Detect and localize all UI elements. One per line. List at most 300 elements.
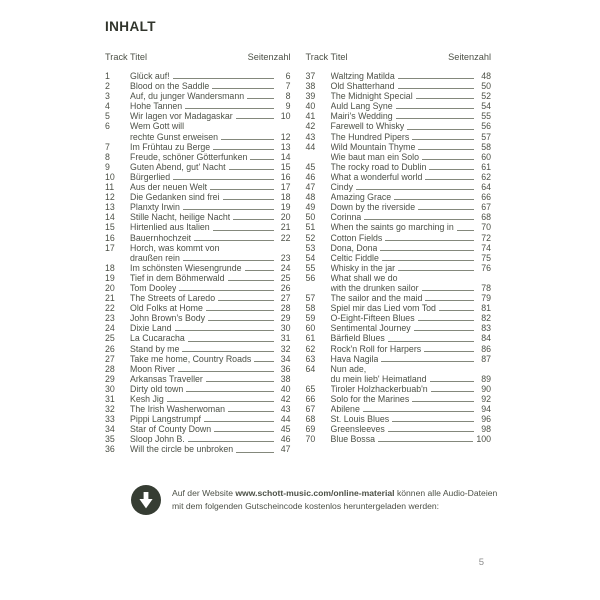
track-page: 75 (481, 252, 491, 263)
leader-line (457, 230, 474, 231)
track-row (105, 121, 291, 131)
track-row (306, 243, 492, 253)
track-title: draußen rein (130, 252, 180, 263)
leader-line (183, 209, 274, 210)
track-row (105, 354, 291, 364)
track-number: 7 (105, 141, 110, 152)
leader-line (188, 441, 274, 442)
track-title: Aus der neuen Welt (130, 182, 208, 193)
track-row (306, 374, 492, 384)
track-title: The rocky road to Dublin (330, 161, 427, 172)
track-row (306, 142, 492, 152)
track-title: Amazing Grace (330, 192, 392, 203)
track-number: 11 (105, 182, 115, 193)
track-page: 94 (481, 404, 491, 415)
track-number: 47 (305, 182, 316, 193)
track-number: 21 (105, 293, 115, 304)
track-title: Hirtenlied aus Italien (130, 222, 210, 233)
track-title: Sloop John B. (130, 434, 185, 445)
track-title: Dirty old town (130, 383, 184, 394)
track-row (105, 152, 291, 162)
track-number: 40 (305, 101, 316, 112)
track-number: 70 (305, 434, 316, 445)
track-number: 8 (105, 151, 110, 162)
track-row (306, 424, 492, 434)
track-number: 12 (105, 192, 115, 203)
track-row (306, 91, 492, 101)
track-row (105, 202, 291, 212)
track-row (105, 434, 291, 444)
track-page: 72 (481, 232, 491, 243)
track-number: 28 (105, 363, 115, 374)
track-number: 43 (305, 131, 316, 142)
track-title: with the drunken sailor (330, 282, 419, 293)
track-row (105, 384, 291, 394)
track-page: 86 (481, 343, 491, 354)
track-number: 18 (105, 262, 115, 273)
track-title: Guten Abend, gut' Nacht (130, 161, 226, 172)
track-row (306, 263, 492, 273)
download-note-line1 (172, 487, 497, 500)
track-title: Pippi Langstrumpf (130, 414, 201, 425)
track-page: 76 (481, 262, 491, 273)
track-number: 62 (305, 343, 316, 354)
track-row (306, 172, 492, 182)
leader-line (385, 240, 474, 241)
track-list (105, 71, 291, 455)
track-page: 46 (280, 434, 291, 445)
track-page: 96 (481, 414, 491, 425)
track-number: 20 (105, 282, 115, 293)
track-number: 42 (305, 121, 316, 132)
track-title: Will the circle be unbroken (130, 444, 234, 455)
track-title: When the saints go marching in (330, 222, 454, 233)
column-header (306, 52, 492, 62)
track-number: 46 (305, 171, 316, 182)
track-number: 3 (105, 91, 110, 102)
leader-line (364, 219, 474, 220)
track-page: 84 (481, 333, 491, 344)
track-title: John Brown's Body (130, 313, 206, 324)
track-title: What shall we do (330, 272, 398, 283)
track-number: 17 (105, 242, 115, 253)
track-title: Stand by me (130, 343, 180, 354)
track-row (306, 354, 492, 364)
track-number: 31 (105, 394, 115, 404)
track-page: 79 (481, 293, 491, 304)
track-number: 60 (305, 323, 316, 334)
track-row (306, 71, 492, 81)
track-number: 14 (105, 212, 115, 223)
track-number: 1 (105, 71, 110, 81)
track-page: 14 (280, 151, 291, 162)
track-title: Rock'n Roll for Harpers (330, 343, 422, 354)
track-page: 30 (280, 323, 291, 334)
track-number: 49 (305, 202, 316, 213)
leader-line (429, 169, 474, 170)
track-number: 22 (105, 303, 115, 314)
track-page: 42 (280, 394, 291, 404)
leader-line (247, 98, 273, 99)
leader-line (212, 88, 273, 89)
leader-line (208, 320, 273, 321)
leader-line (407, 129, 474, 130)
track-page: 81 (481, 303, 491, 314)
track-number: 58 (305, 303, 316, 314)
track-row (306, 273, 492, 283)
leader-line (229, 169, 274, 170)
track-number: 54 (305, 252, 316, 263)
leader-line (425, 179, 474, 180)
track-page: 61 (481, 161, 491, 172)
track-row (306, 222, 492, 232)
track-title: Kesh Jig (130, 394, 164, 404)
track-row (105, 243, 291, 253)
col-header-track: Track Titel (105, 52, 148, 62)
track-number: 64 (305, 363, 316, 374)
leader-line (412, 139, 474, 140)
leader-line (418, 209, 474, 210)
col-header-page: Seitenzahl (247, 52, 291, 62)
track-number: 2 (105, 81, 110, 92)
track-title: Freude, schöner Götterfunken (130, 151, 248, 162)
leader-line (414, 330, 474, 331)
track-page: 62 (481, 171, 491, 182)
track-page: 56 (481, 121, 491, 132)
track-number: 61 (305, 333, 316, 344)
track-number: 56 (305, 272, 316, 283)
track-number: 57 (305, 293, 316, 304)
leader-line (236, 118, 274, 119)
track-number: 13 (105, 202, 115, 213)
track-number: 23 (105, 313, 115, 324)
track-title: O-Eight-Fifteen Blues (330, 313, 415, 324)
track-title: La Cucaracha (130, 333, 185, 344)
track-title: The Streets of Laredo (130, 293, 216, 304)
track-row (105, 293, 291, 303)
track-page: 34 (280, 353, 291, 364)
track-page: 58 (481, 141, 491, 152)
track-title: Planxty Irwin (130, 202, 180, 213)
leader-line (392, 421, 474, 422)
track-title: Im schönsten Wiesengrunde (130, 262, 242, 273)
leader-line (425, 300, 474, 301)
leader-line (245, 270, 274, 271)
track-number: 38 (305, 81, 316, 92)
leader-line (194, 240, 273, 241)
track-number: 25 (105, 333, 115, 344)
track-title: du mein lieb' Heimatland (330, 373, 427, 384)
track-page: 40 (280, 383, 291, 394)
leader-line (394, 199, 474, 200)
track-title: Stille Nacht, heilige Nacht (130, 212, 231, 223)
track-row (306, 394, 492, 404)
track-number: 36 (105, 444, 115, 455)
track-page: 29 (280, 313, 291, 324)
track-number: 50 (305, 212, 316, 223)
track-title: Im Frühtau zu Berge (130, 141, 211, 152)
track-title: What a wonderful world (330, 171, 423, 182)
track-row (105, 111, 291, 121)
leader-line (418, 149, 474, 150)
page-title: INHALT (105, 19, 156, 34)
track-page: 66 (481, 192, 491, 203)
track-page: 36 (280, 363, 291, 374)
track-title: Glück auf! (130, 71, 170, 81)
track-page: 28 (280, 303, 291, 314)
note-url: www.schott-music.com/online-material (235, 488, 395, 498)
track-row (306, 384, 492, 394)
track-title: Die Gedanken sind frei (130, 192, 220, 203)
track-title: Waltzing Matilda (330, 71, 395, 81)
track-number: 48 (305, 192, 316, 203)
track-title: The Midnight Special (330, 91, 413, 102)
track-title: Tief in dem Böhmerwald (130, 272, 225, 283)
track-page: 6 (285, 71, 291, 81)
sheet-page-number: 5 (478, 557, 484, 568)
track-page: 54 (481, 101, 491, 112)
track-title: The Hundred Pipers (330, 131, 410, 142)
track-title: The Irish Washerwoman (130, 404, 226, 415)
leader-line (173, 78, 274, 79)
track-page: 24 (280, 262, 291, 273)
track-row (105, 162, 291, 172)
track-row (306, 111, 492, 121)
leader-line (218, 300, 273, 301)
track-page: 25 (280, 272, 291, 283)
track-page: 74 (481, 242, 491, 253)
track-row (306, 132, 492, 142)
track-row (306, 333, 492, 343)
leader-line (236, 452, 273, 453)
track-title: Solo for the Marines (330, 394, 410, 404)
leader-line (356, 189, 474, 190)
track-page: 87 (481, 353, 491, 364)
track-number: 6 (105, 121, 110, 132)
track-column (306, 52, 492, 455)
track-page: 90 (481, 383, 491, 394)
track-page: 67 (481, 202, 491, 213)
col-header-page: Seitenzahl (448, 52, 491, 62)
track-title: Cotton Fields (330, 232, 383, 243)
leader-line (388, 431, 474, 432)
track-title: Old Folks at Home (130, 303, 203, 314)
track-title: Hohe Tannen (130, 101, 183, 112)
leader-line (422, 290, 474, 291)
track-row (105, 222, 291, 232)
track-number: 4 (105, 101, 110, 112)
track-number: 66 (305, 394, 316, 404)
track-row (306, 414, 492, 424)
toc-columns (105, 52, 491, 455)
track-row (306, 81, 492, 91)
track-title: Tiroler Holzhackerbuab'n (330, 383, 428, 394)
track-row (105, 253, 291, 263)
leader-line (422, 159, 474, 160)
track-row (105, 81, 291, 91)
leader-line (223, 199, 274, 200)
leader-line (363, 411, 474, 412)
leader-line (396, 108, 474, 109)
track-row (306, 101, 492, 111)
track-title: Dixie Land (130, 323, 172, 334)
track-row (306, 152, 492, 162)
track-page: 48 (481, 71, 491, 81)
leader-line (178, 371, 274, 372)
track-title: Bürgerlied (130, 171, 171, 182)
track-title: Nun ade, (330, 363, 367, 374)
track-title: Celtic Fiddle (330, 252, 379, 263)
track-page: 70 (481, 222, 491, 233)
track-page: 83 (481, 323, 491, 334)
track-page: 50 (481, 81, 491, 92)
track-page: 98 (481, 424, 491, 435)
download-note (131, 485, 497, 515)
track-row (306, 323, 492, 333)
track-row (306, 364, 492, 374)
track-number: 26 (105, 343, 115, 354)
track-number: 24 (105, 323, 115, 334)
track-number: 32 (105, 404, 115, 415)
track-row (306, 202, 492, 212)
leader-line (173, 179, 273, 180)
track-row (306, 434, 492, 444)
column-header (105, 52, 291, 62)
track-page: 19 (280, 202, 291, 213)
leader-line (221, 139, 273, 140)
track-page: 23 (280, 252, 291, 263)
track-title: Blood on the Saddle (130, 81, 210, 92)
track-row (105, 192, 291, 202)
leader-line (182, 351, 273, 352)
leader-line (210, 189, 273, 190)
track-page: 18 (280, 192, 291, 203)
leader-line (228, 280, 274, 281)
track-title: Moon River (130, 363, 175, 374)
track-page: 44 (280, 414, 291, 425)
track-row (306, 293, 492, 303)
leader-line (213, 149, 273, 150)
track-page: 43 (280, 404, 291, 415)
track-title: Old Shatterhand (330, 81, 395, 92)
leader-line (398, 88, 474, 89)
leader-line (250, 159, 273, 160)
track-row (105, 333, 291, 343)
track-title: Bärfield Blues (330, 333, 385, 344)
track-number: 34 (105, 424, 115, 435)
track-row (105, 91, 291, 101)
track-row (306, 253, 492, 263)
download-icon (131, 485, 161, 515)
track-number: 52 (305, 232, 316, 243)
track-number: 19 (105, 272, 115, 283)
track-row (306, 303, 492, 313)
track-title: Take me home, Country Roads (130, 353, 252, 364)
track-title: Horch, was kommt von (130, 242, 220, 253)
track-page: 78 (481, 282, 491, 293)
track-page: 7 (285, 81, 291, 92)
track-number: 59 (305, 313, 316, 324)
track-page: 89 (481, 373, 491, 384)
leader-line (431, 391, 474, 392)
leader-line (439, 310, 474, 311)
leader-line (183, 260, 274, 261)
track-title: Wem Gott will (130, 121, 185, 132)
track-title: Star of County Down (130, 424, 212, 435)
track-column (105, 52, 291, 455)
note-text: Auf der Website (172, 488, 236, 498)
track-row (105, 303, 291, 313)
track-row (306, 313, 492, 323)
track-row (306, 121, 492, 131)
track-title: The sailor and the maid (330, 293, 423, 304)
track-row (306, 192, 492, 202)
track-number: 44 (305, 141, 316, 152)
track-number: 27 (105, 353, 115, 364)
leader-line (188, 341, 274, 342)
track-title: Auf, du junger Wandersmann (130, 91, 245, 102)
leader-line (206, 381, 274, 382)
track-row (105, 283, 291, 293)
track-row (105, 344, 291, 354)
track-page: 20 (280, 212, 291, 223)
track-number: 55 (305, 262, 316, 273)
track-row (105, 414, 291, 424)
track-title: Whisky in the jar (330, 262, 396, 273)
track-page: 55 (481, 111, 491, 122)
track-number: 63 (305, 353, 316, 364)
track-row (105, 273, 291, 283)
leader-line (179, 290, 273, 291)
leader-line (254, 361, 273, 362)
track-title: rechte Gunst erweisen (130, 131, 219, 142)
download-note-text (172, 485, 497, 512)
track-row (105, 233, 291, 243)
leader-line (381, 361, 474, 362)
track-page: 31 (280, 333, 291, 344)
track-number: 30 (105, 383, 115, 394)
leader-line (382, 260, 474, 261)
track-title: Bauernhochzeit (130, 232, 192, 243)
note-text: können alle Audio-Dateien (394, 488, 498, 498)
track-page: 15 (280, 161, 291, 172)
track-row (105, 142, 291, 152)
track-page: 64 (481, 182, 491, 193)
leader-line (206, 310, 274, 311)
track-number: 37 (305, 71, 316, 81)
track-title: Wild Mountain Thyme (330, 141, 416, 152)
track-row (105, 212, 291, 222)
track-row (105, 444, 291, 454)
track-title: Auld Lang Syne (330, 101, 393, 112)
leader-line (378, 441, 473, 442)
track-number: 53 (305, 242, 316, 253)
track-page: 38 (280, 373, 291, 384)
track-row (105, 71, 291, 81)
track-title: Wir lagen vor Madagaskar (130, 111, 233, 122)
track-title: Tom Dooley (130, 282, 177, 293)
track-page: 16 (280, 171, 291, 182)
leader-line (398, 78, 474, 79)
track-title: Down by the riverside (330, 202, 416, 213)
download-note-line2: mit dem folgenden Gutscheincode kostenlos heruntergeladen werden: (172, 500, 440, 511)
leader-line (418, 320, 474, 321)
track-row (306, 283, 492, 293)
leader-line (388, 341, 474, 342)
leader-line (430, 381, 474, 382)
track-number: 5 (105, 111, 110, 122)
leader-line (186, 391, 273, 392)
